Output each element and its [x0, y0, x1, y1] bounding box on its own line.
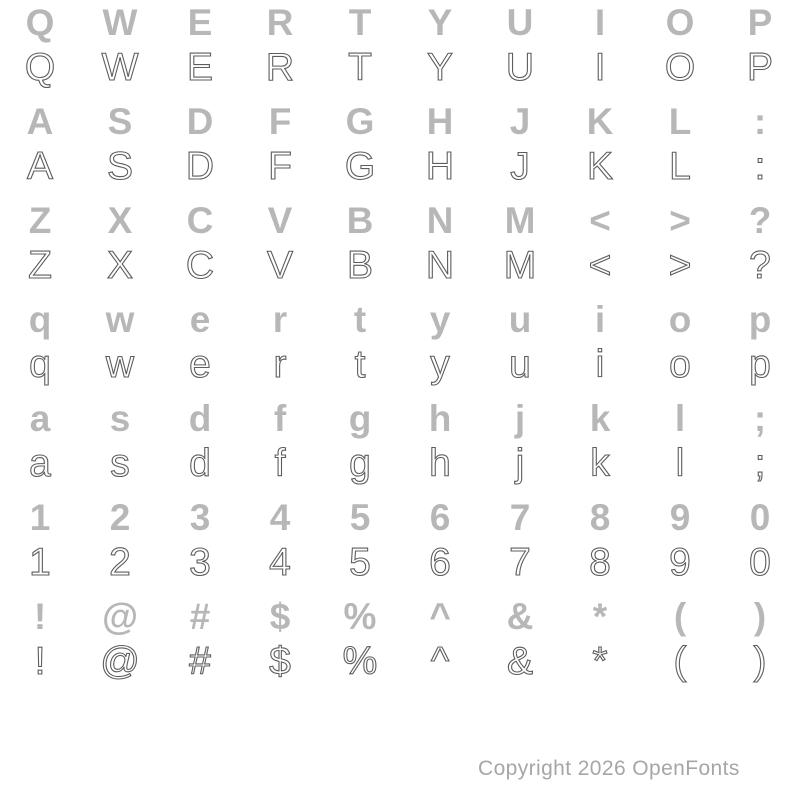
- reference-glyph: <: [589, 200, 611, 241]
- specimen-glyph: &: [506, 640, 533, 683]
- reference-glyph: W: [102, 2, 138, 43]
- reference-row-uppercase-home-row: [0, 99, 800, 144]
- specimen-glyph: !: [34, 640, 46, 683]
- reference-glyph: P: [747, 2, 773, 43]
- reference-glyph: G: [345, 101, 375, 142]
- reference-glyph: M: [504, 200, 536, 241]
- reference-glyph: 3: [189, 497, 211, 538]
- reference-glyph: B: [346, 200, 374, 241]
- copyright-text: Copyright 2026 OpenFonts: [478, 757, 740, 780]
- reference-glyph: Z: [28, 200, 52, 241]
- specimen-glyph: V: [266, 244, 293, 287]
- reference-glyph: T: [348, 2, 372, 43]
- specimen-glyph: C: [185, 244, 215, 287]
- specimen-glyph: ?: [749, 244, 771, 287]
- reference-row-symbols-row: [0, 594, 800, 639]
- reference-glyph: @: [101, 596, 139, 637]
- reference-glyph: a: [29, 398, 51, 439]
- specimen-glyph: k: [590, 442, 610, 485]
- reference-glyph: ^: [429, 596, 451, 637]
- specimen-row-lowercase-home-row: [0, 441, 800, 486]
- specimen-glyph: 3: [189, 541, 211, 584]
- reference-glyph: 2: [109, 497, 131, 538]
- specimen-glyph: p: [749, 343, 771, 386]
- reference-glyph: ): [753, 596, 767, 637]
- specimen-glyph: I: [594, 46, 606, 89]
- specimen-glyph: Y: [426, 46, 453, 89]
- reference-glyph: H: [426, 101, 454, 142]
- reference-glyph: d: [188, 398, 212, 439]
- specimen-glyph: H: [425, 145, 455, 188]
- specimen-glyph: D: [185, 145, 215, 188]
- specimen-glyph: W: [101, 46, 139, 89]
- specimen-glyph: t: [354, 343, 366, 386]
- specimen-glyph: e: [189, 343, 211, 386]
- specimen-glyph: A: [26, 145, 53, 188]
- specimen-glyph: y: [430, 343, 450, 386]
- reference-glyph: S: [107, 101, 133, 142]
- specimen-row-lowercase-top-row: [0, 342, 800, 387]
- reference-glyph: U: [506, 2, 534, 43]
- specimen-glyph: M: [503, 244, 537, 287]
- specimen-row-symbols-row: [0, 639, 800, 684]
- reference-glyph: $: [269, 596, 291, 637]
- specimen-glyph: l: [675, 442, 685, 485]
- reference-glyph: u: [508, 299, 532, 340]
- reference-glyph: e: [189, 299, 211, 340]
- reference-glyph: >: [669, 200, 691, 241]
- reference-glyph: ;: [753, 398, 767, 439]
- specimen-glyph: R: [265, 46, 295, 89]
- reference-row-lowercase-top-row: [0, 297, 800, 342]
- reference-glyph: E: [187, 2, 213, 43]
- reference-row-uppercase-bottom-row: [0, 198, 800, 243]
- reference-glyph: 5: [349, 497, 371, 538]
- specimen-glyph: 7: [509, 541, 531, 584]
- reference-glyph: o: [668, 299, 692, 340]
- specimen-glyph: B: [346, 244, 373, 287]
- reference-glyph: I: [594, 2, 606, 43]
- specimen-glyph: q: [29, 343, 51, 386]
- specimen-glyph: G: [344, 145, 376, 188]
- specimen-glyph: j: [515, 442, 525, 485]
- row-group-uppercase-top-row: [0, 0, 800, 90]
- specimen-glyph: g: [349, 442, 371, 485]
- specimen-glyph: 0: [749, 541, 771, 584]
- specimen-glyph: >: [668, 244, 692, 287]
- specimen-glyph: ): [753, 640, 767, 683]
- reference-glyph: *: [592, 596, 608, 637]
- specimen-glyph: O: [664, 46, 696, 89]
- reference-glyph: V: [267, 200, 293, 241]
- specimen-glyph: Q: [24, 46, 56, 89]
- reference-glyph: O: [665, 2, 695, 43]
- row-group-digits-row: [0, 495, 800, 585]
- reference-glyph: 4: [269, 497, 291, 538]
- specimen-glyph: @: [100, 640, 140, 683]
- specimen-row-uppercase-home-row: [0, 144, 800, 189]
- specimen-glyph: (: [673, 640, 687, 683]
- specimen-row-uppercase-top-row: [0, 45, 800, 90]
- specimen-glyph: :: [754, 145, 766, 188]
- reference-glyph: K: [586, 101, 614, 142]
- reference-glyph: X: [107, 200, 133, 241]
- specimen-glyph: s: [110, 442, 130, 485]
- reference-glyph: t: [353, 299, 367, 340]
- specimen-glyph: X: [106, 244, 133, 287]
- specimen-glyph: d: [189, 442, 211, 485]
- reference-glyph: 1: [29, 497, 51, 538]
- reference-glyph: g: [348, 398, 372, 439]
- reference-glyph: :: [753, 101, 767, 142]
- specimen-row-digits-row: [0, 540, 800, 585]
- specimen-glyph: $: [269, 640, 291, 683]
- reference-glyph: p: [748, 299, 772, 340]
- row-group-lowercase-home-row: [0, 396, 800, 486]
- specimen-glyph: i: [595, 343, 605, 386]
- specimen-glyph: 4: [269, 541, 291, 584]
- specimen-glyph: w: [105, 343, 135, 386]
- reference-glyph: Q: [25, 2, 55, 43]
- reference-glyph: 8: [589, 497, 611, 538]
- reference-glyph: !: [33, 596, 47, 637]
- specimen-glyph: E: [186, 46, 213, 89]
- reference-glyph: q: [28, 299, 52, 340]
- specimen-glyph: 6: [429, 541, 451, 584]
- reference-glyph: l: [674, 398, 686, 439]
- reference-glyph: 9: [669, 497, 691, 538]
- reference-glyph: y: [429, 299, 451, 340]
- reference-glyph: A: [26, 101, 54, 142]
- specimen-glyph: f: [274, 442, 286, 485]
- specimen-glyph: T: [348, 46, 372, 89]
- reference-glyph: N: [426, 200, 454, 241]
- reference-glyph: i: [594, 299, 606, 340]
- reference-glyph: Y: [427, 2, 453, 43]
- specimen-glyph: r: [273, 343, 287, 386]
- specimen-glyph: u: [509, 343, 531, 386]
- reference-glyph: (: [673, 596, 687, 637]
- specimen-glyph: U: [505, 46, 535, 89]
- specimen-glyph: L: [669, 145, 691, 188]
- specimen-glyph: 9: [669, 541, 691, 584]
- reference-glyph: F: [268, 101, 292, 142]
- specimen-glyph: <: [588, 244, 612, 287]
- reference-glyph: h: [428, 398, 452, 439]
- row-group-lowercase-top-row: [0, 297, 800, 387]
- reference-glyph: D: [186, 101, 214, 142]
- reference-glyph: r: [272, 299, 288, 340]
- specimen-glyph: J: [510, 145, 530, 188]
- reference-glyph: &: [506, 596, 534, 637]
- specimen-glyph: h: [429, 442, 451, 485]
- specimen-glyph: %: [342, 640, 378, 683]
- reference-glyph: L: [668, 101, 692, 142]
- specimen-glyph: 5: [349, 541, 371, 584]
- reference-glyph: 7: [509, 497, 531, 538]
- reference-row-digits-row: [0, 495, 800, 540]
- reference-glyph: %: [343, 596, 377, 637]
- reference-glyph: f: [273, 398, 287, 439]
- reference-glyph: s: [109, 398, 131, 439]
- specimen-glyph: o: [669, 343, 691, 386]
- reference-glyph: 6: [429, 497, 451, 538]
- specimen-row-uppercase-bottom-row: [0, 243, 800, 288]
- reference-row-uppercase-top-row: [0, 0, 800, 45]
- specimen-glyph: F: [268, 145, 292, 188]
- specimen-glyph: P: [746, 46, 773, 89]
- specimen-glyph: a: [29, 442, 51, 485]
- reference-glyph: C: [186, 200, 214, 241]
- reference-row-lowercase-home-row: [0, 396, 800, 441]
- reference-glyph: R: [266, 2, 294, 43]
- reference-glyph: ?: [748, 200, 772, 241]
- row-group-uppercase-home-row: [0, 99, 800, 189]
- specimen-glyph: Z: [28, 244, 52, 287]
- reference-glyph: J: [509, 101, 531, 142]
- reference-glyph: j: [514, 398, 526, 439]
- reference-glyph: #: [189, 596, 211, 637]
- reference-glyph: 0: [749, 497, 771, 538]
- specimen-glyph: ^: [430, 640, 450, 683]
- specimen-glyph: *: [592, 640, 608, 683]
- row-group-symbols-row: [0, 594, 800, 684]
- specimen-glyph: N: [425, 244, 455, 287]
- row-group-uppercase-bottom-row: [0, 198, 800, 288]
- reference-glyph: w: [105, 299, 135, 340]
- specimen-glyph: 2: [109, 541, 131, 584]
- specimen-glyph: K: [586, 145, 613, 188]
- specimen-glyph: 8: [589, 541, 611, 584]
- reference-glyph: k: [589, 398, 611, 439]
- specimen-glyph: S: [106, 145, 133, 188]
- specimen-glyph: #: [189, 640, 211, 683]
- specimen-glyph: 1: [29, 541, 51, 584]
- specimen-glyph: ;: [754, 442, 766, 485]
